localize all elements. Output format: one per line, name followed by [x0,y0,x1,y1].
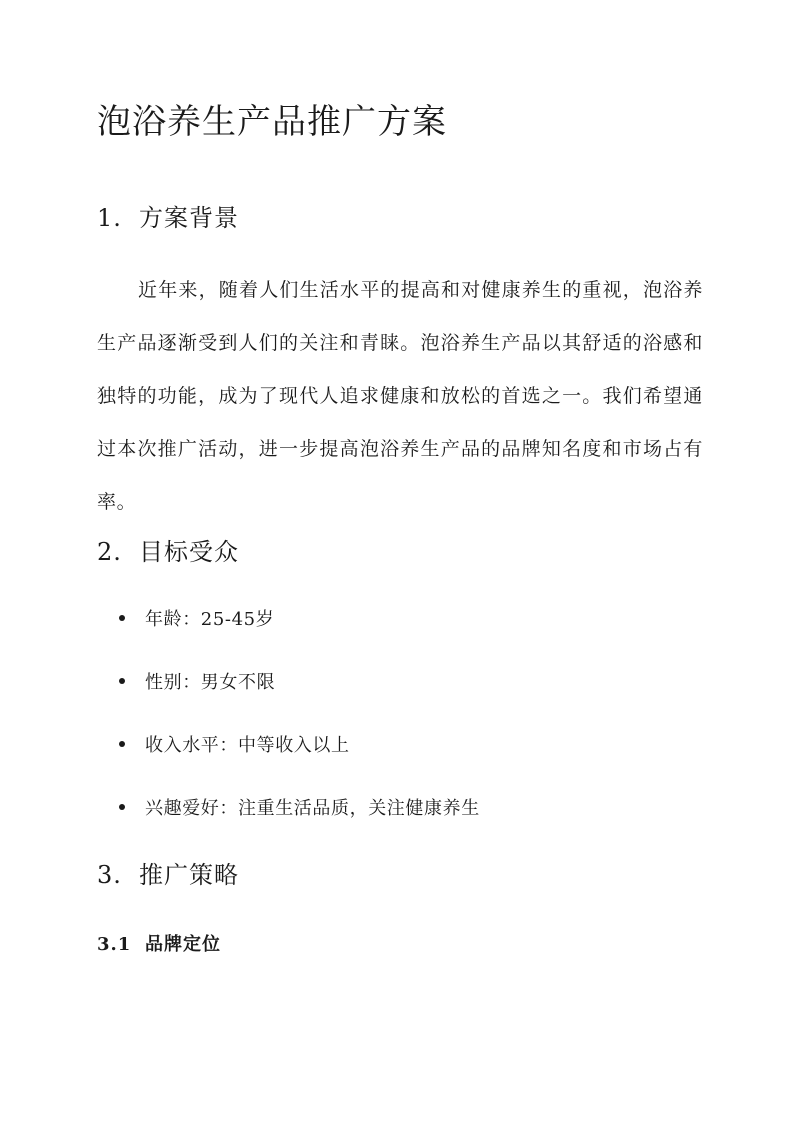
bullet-icon [119,804,125,810]
section-heading-strategy [97,855,239,890]
subsection-number: 3.1 [97,934,132,955]
section-number: 3. [97,861,122,889]
list-item [97,668,275,694]
list-item [97,605,274,631]
list-item-text: 性别：男女不限 [145,672,276,693]
list-item [97,794,480,820]
subsection-title: 品牌定位 [145,934,221,955]
section-title: 目标受众 [139,538,239,566]
section-title: 推广策略 [139,861,239,889]
bullet-icon [119,678,125,684]
document-title: 泡浴养生产品推广方案 [97,102,447,142]
section-number: 2. [97,538,122,566]
bullet-icon [119,741,125,747]
list-item-text: 收入水平：中等收入以上 [145,735,350,756]
list-item-text: 年龄：25-45岁 [145,609,275,630]
bullet-icon [119,615,125,621]
background-paragraph: 近年来，随着人们生活水平的提高和对健康养生的重视，泡浴养生产品逐渐受到人们的关注和青睐。泡浴养生产品以其舒适的浴感和独特的功能，成为了现代人追求健康和放松的首选之一。我们希望通过本次推广活动，进一步提高泡浴养生产品的品牌知名度和市场占有率。 [97,279,703,513]
section-title: 方案背景 [139,204,239,232]
subsection-heading-brand-positioning [97,930,221,956]
section-heading-audience [97,532,239,567]
section-number: 1. [97,204,122,232]
section-heading-background [97,198,239,233]
list-item-text: 兴趣爱好：注重生活品质，关注健康养生 [145,798,480,819]
list-item [97,731,350,757]
